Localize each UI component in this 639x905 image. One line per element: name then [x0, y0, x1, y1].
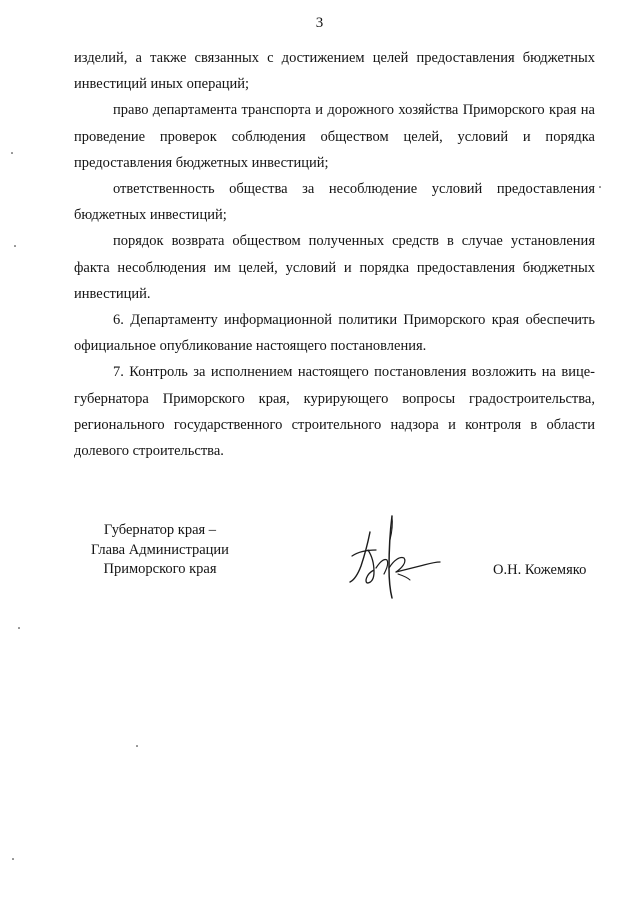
- scan-speck: [14, 245, 16, 247]
- scan-speck: [11, 152, 13, 154]
- scan-speck: [12, 858, 14, 860]
- paragraph-text-6: Департаменту информационной политики Приморского края обеспечить официальное опубликование настоящего постановления.: [74, 312, 595, 355]
- paragraph-refund-procedure: порядок возврата обществом полученных средств в случае установления факта несоблюдения им целей, условий и порядка предоставления бюджетных инвестиций.: [74, 233, 595, 302]
- paragraph-inspection-right: право департамента транспорта и дорожного хозяйства Приморского края на проведение проверок соблюдения обществом целей, условий и порядка предоставления бюджетных инвестиций;: [74, 102, 595, 171]
- signatory-title-line-1: Губернатор края –: [103, 522, 217, 538]
- paragraph-number-7: 7.: [113, 364, 124, 381]
- signatory-title: [78, 521, 242, 580]
- paragraph-number-6: 6.: [113, 312, 124, 329]
- scan-speck: [136, 745, 138, 747]
- signatory-name: О.Н. Кожемяко: [493, 562, 587, 578]
- paragraph-responsibility: ответственность общества за несоблюдение условий предоставления бюджетных инвестиций;: [74, 181, 595, 224]
- scan-speck: [599, 186, 601, 188]
- page-number: 3: [315, 15, 324, 31]
- paragraph-text-7: Контроль за исполнением настоящего постановления возложить на вице-губернатора Приморского края, курирующего вопросы градостроительства, регионального государственного строительного надзора и контроля в области долевого строительства.: [74, 364, 595, 460]
- signature-block: [0, 521, 639, 611]
- paragraph-continuation: изделий, а также связанных с достижением целей предоставления бюджетных инвестиций иных операций;: [74, 50, 595, 93]
- numbered-paragraph-7: [74, 359, 595, 464]
- scan-speck: [18, 627, 20, 629]
- numbered-paragraph-6: [74, 307, 595, 359]
- signatory-title-line-3: Приморского края: [103, 561, 217, 577]
- document-body: [74, 45, 595, 464]
- handwritten-signature: [346, 510, 446, 602]
- signatory-title-line-2: Глава Администрации: [91, 541, 229, 558]
